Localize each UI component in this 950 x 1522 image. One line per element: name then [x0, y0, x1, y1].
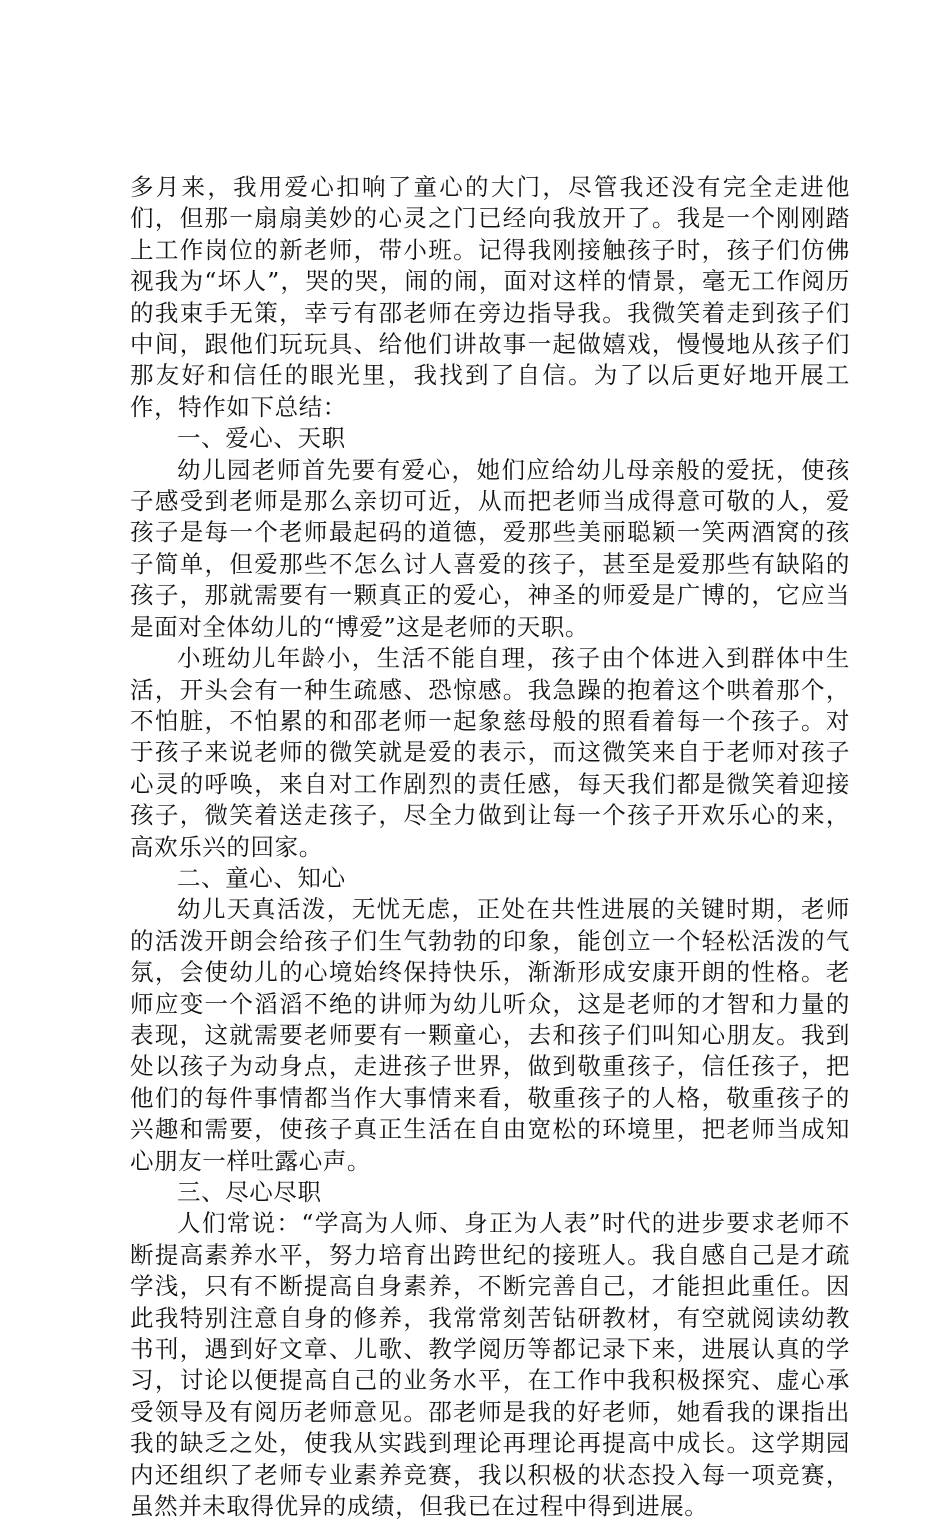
body-paragraph: 幼儿园老师首先要有爱心，她们应给幼儿母亲般的爱抚，使孩子感受到老师是那么亲切可近，从而把老师当成得意可敬的人，爱孩子是每一个老师最起码的道德，爱那些美丽聪颖一笑两酒窝的孩子简单，但爱那些不怎么讨人喜爱的孩子，甚至是爱那些有缺陷的孩子，那就需要有一颗真正的爱心，神圣的师爱是广博的，它应当是面对全体幼儿的“博爱”这是老师的天职。: [130, 455, 850, 641]
section-heading: 二、童心、知心: [177, 863, 346, 892]
document-body: [130, 172, 850, 1522]
body-paragraph: 多月来，我用爱心扣响了童心的大门，尽管我还没有完全走进他们，但那一扇扇美妙的心灵之门已经向我放开了。我是一个刚刚踏上工作岗位的新老师，带小班。记得我刚接触孩子时，孩子们仿佛视我为“坏人”，哭的哭，闹的闹，面对这样的情景，毫无工作阅历的我束手无策，幸亏有邵老师在旁边指导我。我微笑着走到孩子们中间，跟他们玩玩具、给他们讲故事一起做嬉戏，慢慢地从孩子们那友好和信任的眼光里，我找到了自信。为了以后更好地开展工作，特作如下总结：: [130, 173, 850, 421]
section-heading: 一、爱心、天职: [177, 424, 346, 453]
body-paragraph: 人们常说：“学高为人师、身正为人表”时代的进步要求老师不断提高素养水平，努力培育出跨世纪的接班人。我自感自己是才疏学浅，只有不断提高自身素养，不断完善自己，才能担此重任。因此我特别注意自身的修养，我常常刻苦钻研教材，有空就阅读幼教书刊，遇到好文章、儿歌、教学阅历等都记录下来，进展认真的学习，讨论以便提高自己的业务水平，在工作中我积极探究、虚心承受领导及有阅历老师意见。邵老师是我的好老师，她看我的课指出我的缺乏之处，使我从实践到理论再理论再提高中成长。这学期园内还组织了老师专业素养竞赛，我以积极的状态投入每一项竞赛，虽然并未取得优异的成绩，但我已在过程中得到进展。: [130, 1209, 850, 1521]
body-paragraph: 幼儿天真活泼，无忧无虑，正处在共性进展的关键时期，老师的活泼开朗会给孩子们生气勃勃的印象，能创立一个轻松活泼的气氛，会使幼儿的心境始终保持快乐，渐渐形成安康开朗的性格。老师应变一个滔滔不绝的讲师为幼儿听众，这是老师的才智和力量的表现，这就需要老师要有一颗童心，去和孩子们叫知心朋友。我到处以孩子为动身点，走进孩子世界，做到敬重孩子，信任孩子，把他们的每件事情都当作大事情来看，敬重孩子的人格，敬重孩子的兴趣和需要，使孩子真正生活在自由宽松的环境里，把老师当成知心朋友一样吐露心声。: [130, 895, 850, 1175]
section-heading: 三、尽心尽职: [177, 1178, 322, 1206]
body-paragraph: 小班幼儿年龄小，生活不能自理，孩子由个体进入到群体中生活，开头会有一种生疏感、恐惊感。我急躁的抱着这个哄着那个，不怕脏，不怕累的和邵老师一起象慈母般的照看着每一个孩子。对于孩子来说老师的微笑就是爱的表示，而这微笑来自于老师对孩子心灵的呼唤，来自对工作剧烈的责任感，每天我们都是微笑着迎接孩子，微笑着送走孩子，尽全力做到让每一个孩子开欢乐心的来，高欢乐兴的回家。: [130, 644, 850, 861]
